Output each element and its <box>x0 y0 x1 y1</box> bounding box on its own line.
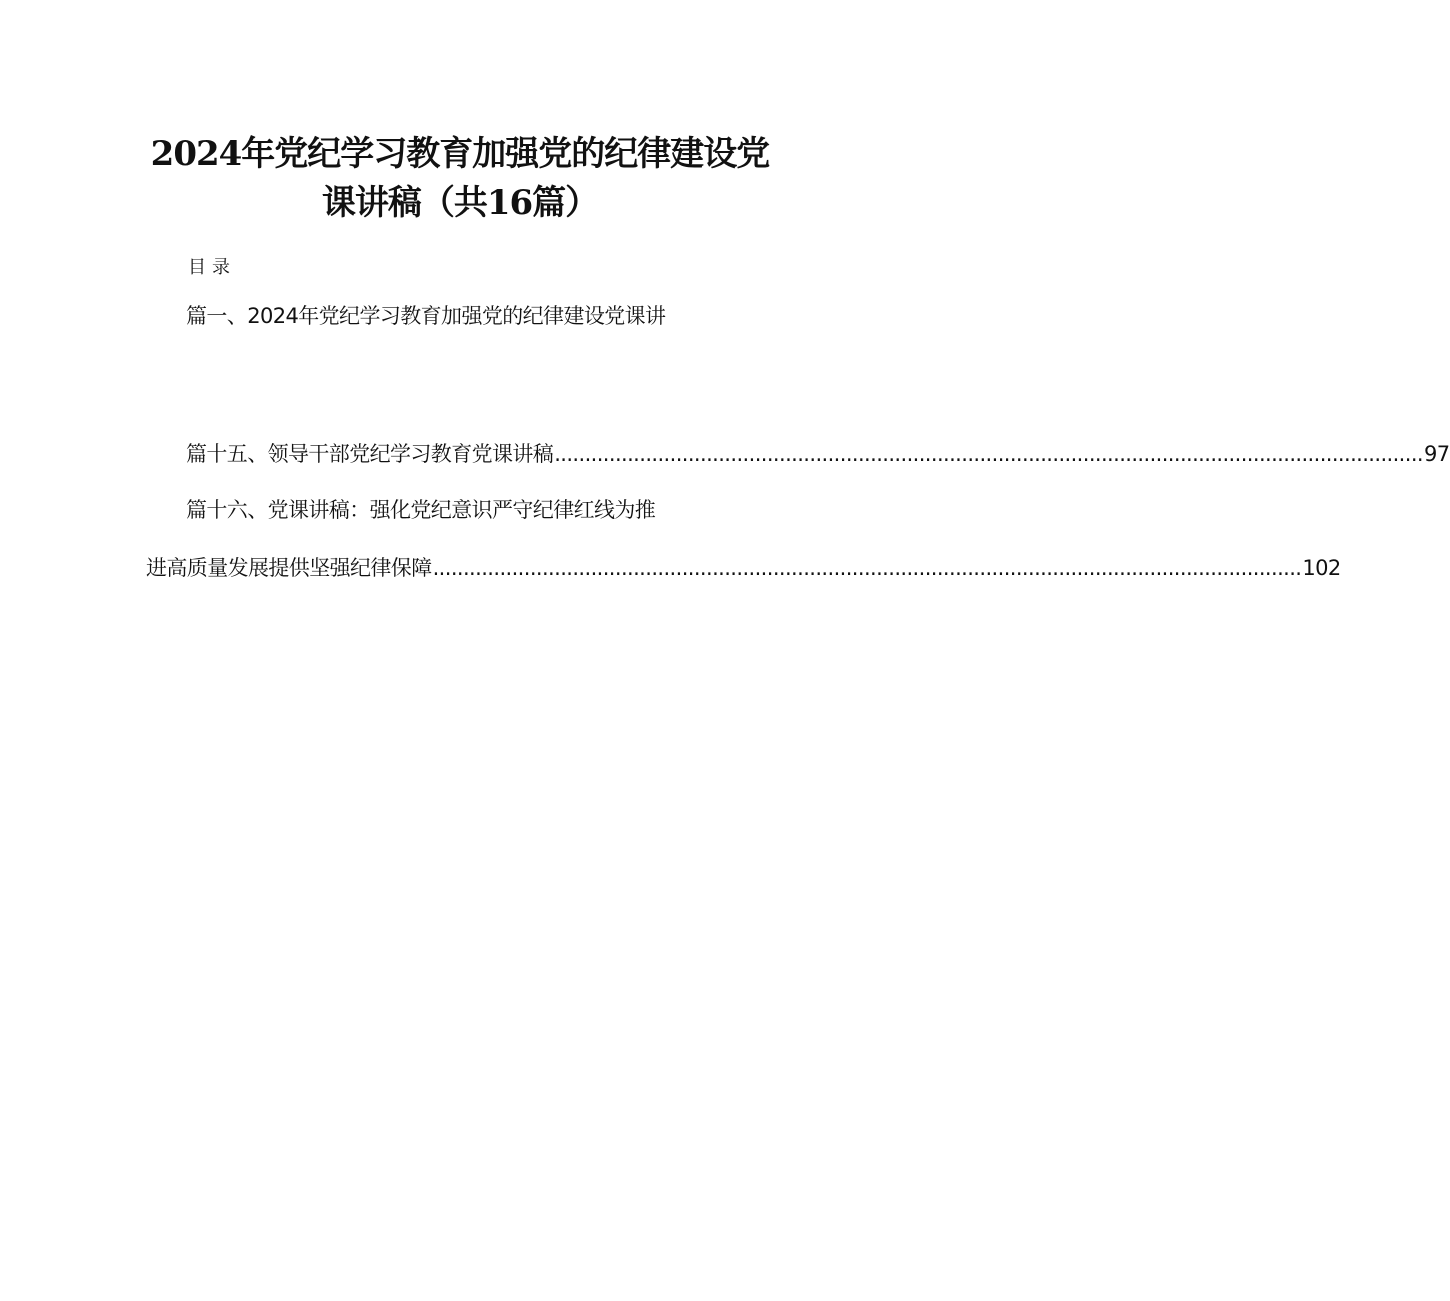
document-title-line-1: 2024年党纪学习教育加强党的纪律建设党 <box>150 134 770 174</box>
toc-entry-1-label: 篇一、2024年党纪学习教育加强党的纪律建设党课讲 <box>186 304 666 328</box>
toc-heading: 目录 <box>188 257 236 278</box>
toc-entry-16-page: 102 <box>1302 556 1341 580</box>
toc-entry-15-label: 篇十五、领导干部党纪学习教育党课讲稿 <box>186 442 554 466</box>
toc-entry-15[interactable] <box>186 439 1450 469</box>
toc-entry-16-label-line-2: 进高质量发展提供坚强纪律保障 <box>146 556 432 580</box>
toc-entry-16-line-1[interactable] <box>186 495 655 525</box>
toc-entry-15-page: 97 <box>1423 442 1450 466</box>
toc-entry-1[interactable] <box>186 301 665 331</box>
toc-entry-16-line-2[interactable] <box>146 553 1341 583</box>
toc-entry-16-label-line-1: 篇十六、党课讲稿：强化党纪意识严守纪律红线为推 <box>186 498 656 522</box>
toc-leader-dots: ............................................................................................................................................... <box>554 442 1423 466</box>
toc-leader-dots: ............................................................................................................................................... <box>432 556 1302 580</box>
document-title-line-2: 课讲稿（共16篇） <box>321 183 599 223</box>
